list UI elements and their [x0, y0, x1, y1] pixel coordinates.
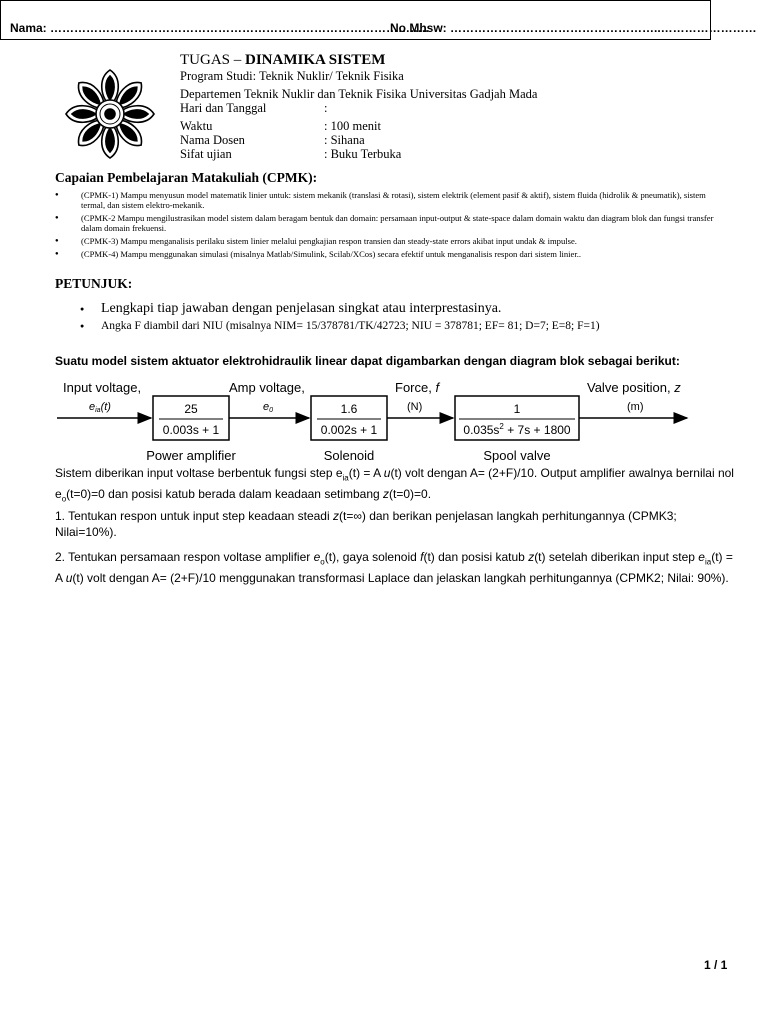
block3-numerator: 1 — [513, 402, 521, 416]
nama-field[interactable]: Nama: ………………………………………………………………………………….. — [10, 21, 429, 35]
student-info-box — [0, 0, 757, 40]
info-row: Sifat ujian : Buku Terbuka — [180, 147, 402, 161]
cpmk-list — [55, 190, 715, 259]
assignment-title: TUGAS – DINAMIKA SISTEM — [180, 52, 386, 68]
problem-statement — [55, 465, 735, 586]
page-number: 1 / 1 — [704, 958, 728, 972]
list-item: ● Lengkapi tiap jawaban dengan penjelasan singkat atau interprestasinya. — [77, 300, 735, 318]
amp-voltage-label: Amp voltage, — [229, 380, 305, 395]
info-row: Nama Dosen : Sihana — [180, 133, 365, 147]
problem-intro: Suatu model sistem aktuator elektrohidraulik linear dapat digambarkan dengan diagram blok sebagai berikut: — [55, 354, 680, 368]
question-2: 2. Tentukan persamaan respon voltase amplifier $e_o(t)$, gaya solenoid f(t) dan posisi katub z(t) setelah diberikan input step $e_{ia}(t) = A$ u(t) volt dengan A= (2+F)/10 menggunakan transformasi Laplace dan jelaskan langkah perhitungannya (CPMK2; Nilai: 90%). — [55, 549, 733, 586]
department: Departemen Teknik Nuklir dan Teknik Fisika Universitas Gadjah Mada — [180, 87, 538, 101]
power-amplifier-caption: Power amplifier — [146, 448, 236, 463]
block2-numerator: 1.6 — [340, 402, 358, 416]
ugm-logo-icon — [62, 66, 158, 162]
cpmk-heading: Capaian Pembelajaran Matakuliah (CPMK): — [55, 170, 318, 185]
block1-denominator: 0.003s + 1 — [162, 423, 220, 437]
title-block — [180, 52, 537, 161]
input-voltage-label: Input voltage, — [63, 380, 142, 395]
block2-denominator: 0.002s + 1 — [320, 423, 378, 437]
input-voltage-var: eia(t) — [89, 401, 111, 414]
instructions-heading: PETUNJUK: — [55, 276, 133, 291]
info-row: Hari dan Tanggal : — [180, 101, 328, 115]
cpmk-section — [55, 170, 715, 262]
spool-valve-caption: Spool valve — [483, 448, 551, 463]
study-program: Program Studi: Teknik Nuklir/ Teknik Fisika — [180, 69, 404, 83]
force-label: Force, f — [395, 380, 440, 395]
list-item: ● (CPMK-2 Mampu mengilustrasikan model sistem dalam beragam bentuk dan domain: persamaan input-output & state-space dalam domain waktu dan diagram blok dan fungsi transfer dalam domain frekuensi. — [55, 213, 715, 233]
nomhsw-field[interactable]: No Mhsw: ……………………………………………..…………………… — [390, 21, 757, 35]
info-row: Waktu : 100 menit — [180, 119, 381, 133]
valve-position-unit: (m) — [627, 401, 644, 413]
force-unit: (N) — [407, 401, 423, 413]
amp-voltage-var: e0 — [263, 401, 274, 414]
block1-numerator: 25 — [184, 402, 198, 416]
question-1: 1. Tentukan respon untuk input step keadaan steadi z(t=∞) dan berikan penjelasan langkah perhitungannya (CPMK3; Nilai=10%). — [55, 508, 677, 539]
list-item: ● Angka F diambil dari NIU (misalnya NIM= 15/378781/TK/42723; NIU = 378781; EF= 81; D=7; E=8; F=1) — [77, 318, 735, 334]
solenoid-caption: Solenoid — [323, 448, 375, 463]
instructions-section — [55, 276, 735, 334]
list-item: ● (CPMK-3) Mampu menganalisis perilaku sistem linier melalui pengkajian respon transien dan steady-state errors akibat input undak & impulse. — [55, 236, 715, 246]
list-item: ● (CPMK-1) Mampu menyusun model matematik linier untuk: sistem mekanik (translasi & rotasi), sistem elektrik (element pasif & aktif), sistem fluida (hidrolik & pneumatik), sistem termal, dan sistem elektro-mekanik. — [55, 190, 715, 210]
list-item: ● (CPMK-4) Mampu menggunakan simulasi (misalnya Matlab/Simulink, Scilab/XCos) secara efektif untuk menganalisis respon dari sistem linier.. — [55, 249, 715, 259]
instructions-list — [77, 300, 735, 334]
block3-denominator: $0.035s^2 + 7s + 1800$ — [463, 422, 571, 437]
block-diagram — [55, 376, 705, 464]
problem-description: Sistem diberikan input voltase berbentuk fungsi step $e_{ia}(t) = A$ u(t) volt dengan A= (2+F)/10. Output amplifier awalnya bernilai nol $e_o(t=0)=0$ dan posisi katub berada dalam keadaan setimbang z(t=0)=0. — [55, 466, 734, 504]
valve-position-label: Valve position, z — [587, 380, 681, 395]
